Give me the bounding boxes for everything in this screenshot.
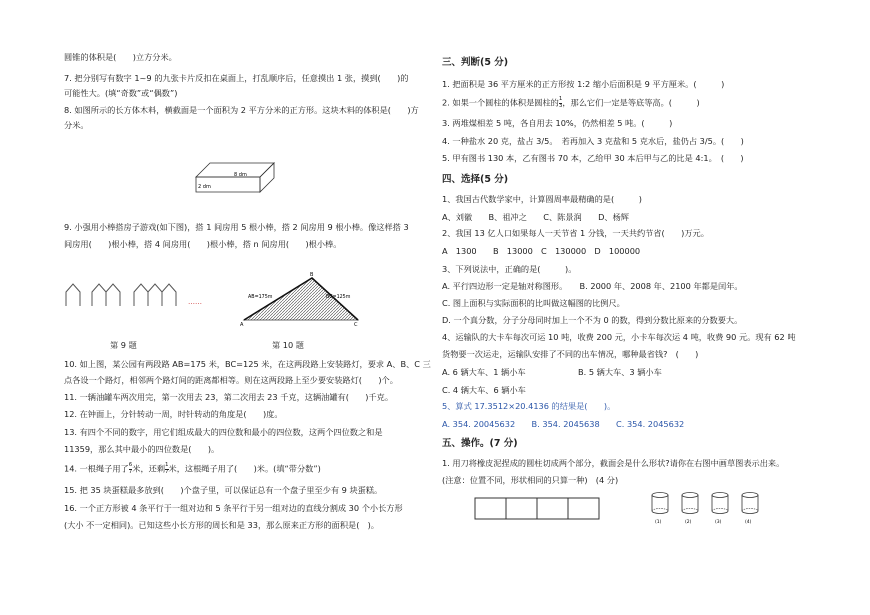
judge-4: 4. 一种盐水 20 克，盐占 3/5。 若再加入 3 克盐和 5 克水后，盐仍占 3/5。( )	[442, 136, 744, 146]
choice-4-line1: 4、运输队的大卡车每次可运 10 吨，收费 200 元，小卡车每次运 4 吨，收费 90 元。现有 62 吨	[442, 332, 796, 342]
cuboid-length-label: 8 dm	[234, 172, 247, 178]
cylinder-4-label: (4)	[745, 520, 752, 525]
choice-4-option-b: B. 5 辆大车、3 辆小车	[578, 367, 662, 377]
choice-5-options: A. 354. 20045632 B. 354. 2045638 C. 354. 2045632	[442, 419, 685, 429]
judge-2	[442, 97, 700, 109]
choice-3-option-ab: A. 平行四边形一定是轴对称图形。 B. 2000 年、2008 年、2100 年都是闰年。	[442, 281, 743, 291]
choice-4-option-a: A. 6 辆大车、1 辆小车	[442, 367, 526, 377]
judge-5: 5. 甲有图书 130 本，乙有图书 70 本，乙给甲 30 本后甲与乙的比是 4:1。 ( )	[442, 153, 744, 163]
cuboid-figure	[192, 135, 292, 197]
fraction-one-third: $\frac{1}{3}$	[558, 96, 563, 109]
choice-2-options: A 1300 B 13000 C 130000 D 100000	[442, 246, 641, 256]
cylinder-3-label: (3)	[715, 520, 722, 525]
question-14-post: 米，这根绳子用了( )米。(填“带分数”)	[168, 463, 321, 474]
cylinder-2-label: (2)	[685, 520, 692, 525]
section-3-heading: 三、判断(5 分)	[442, 57, 509, 68]
judge-2-post: ，那么它们一定是等底等高。( )	[562, 97, 700, 108]
choice-1: 1、我国古代数学家中，计算圆周率最精确的是( )	[442, 194, 642, 204]
cuboid-width-label: 2 dm	[198, 184, 211, 190]
question-9-line1: 9. 小强用小棒搭房子游戏(如下图)，搭 1 间房用 5 根小棒，搭 2 间房用 9 根小棒。像这样搭 3	[64, 222, 409, 232]
section-5-heading: 五、操作。(7 分)	[442, 438, 518, 449]
section-4-heading: 四、选择(5 分)	[442, 174, 509, 185]
choice-1-options: A、刘徽 B、祖冲之 C、陈景润 D、杨辉	[442, 212, 629, 222]
choice-3: 3、下列说法中，正确的是( )。	[442, 264, 577, 274]
fraction-one-seventh: $\frac{1}{7}$	[165, 462, 169, 475]
caption-figure-9: 第 9 题	[110, 340, 137, 350]
judge-3: 3. 两堆煤相差 5 吨，各自用去 10%，仍然相差 5 吨。( )	[442, 118, 673, 128]
cylinder-3	[712, 493, 728, 526]
question-10-line1: 10. 如上图，某公园有两段路 AB=175 米，BC=125 米，在这两段路上安装路灯，要求 A、B、C 三	[64, 359, 431, 369]
operation-1-line2: (注意：位置不同，形状相同的只算一种) (4 分)	[442, 475, 619, 485]
question-16-line1: 16. 一个正方形被 4 条平行于一组对边和 5 条平行于另一组对边的直线分割成 30 个小长方形	[64, 503, 403, 513]
cylinder-1-label: (1)	[655, 520, 662, 525]
choice-4-line2: 货物要一次运走，运输队安排了不同的出车情况，哪种最省钱? ( )	[442, 349, 699, 359]
question-7-line1: 7. 把分别写有数字 1~9 的九张卡片反扣在桌面上，打乱顺序后，任意摸出 1 张，摸到( )的	[64, 73, 409, 83]
question-6-tail: 圆锥的体积是( )立方分米。	[64, 52, 177, 62]
question-10-line2: 点各设一个路灯，相邻两个路灯间的距离都相等。则在这两段路上至少要安装路灯( )个。	[64, 375, 398, 385]
question-15: 15. 把 35 块蛋糕最多放到( )个盘子里，可以保证总有一个盘子里至少有 9 块蛋糕。	[64, 485, 383, 495]
operation-1-line1: 1. 用刀将橡皮泥捏成的圆柱切成两个部分，截面会是什么形状?请你在右图中画草图表示出来。	[442, 458, 785, 468]
question-14	[64, 463, 321, 475]
judge-1: 1. 把面积是 36 平方厘米的正方形按 1:2 缩小后面积是 9 平方厘米。( )	[442, 79, 725, 89]
ab-distance-label: AB=175m	[248, 295, 273, 300]
question-7-line2: 可能性大。(填“奇数”或“偶数”)	[64, 88, 178, 98]
question-8-line1: 8. 如图所示的长方体木料，横截面是一个面积为 2 平方分米的正方形。这块木料的体积是( )方	[64, 105, 419, 115]
judge-2-pre: 2. 如果一个圆柱的体积是圆柱的	[442, 97, 559, 108]
question-14-mid: 米，还剩	[132, 463, 166, 474]
question-8-line2: 分米。	[64, 120, 89, 130]
question-13-line2: 11359，那么其中最小的四位数是( )。	[64, 444, 220, 454]
choice-3-option-c: C. 图上面积与实际面积的比叫做这幅图的比例尺。	[442, 298, 625, 308]
choice-4-option-c: C. 4 辆大车、6 辆小车	[442, 385, 526, 395]
question-13-line1: 13. 有四个不同的数字，用它们组成最大的四位数和最小的四位数，这两个四位数之和是	[64, 427, 383, 437]
stick-houses-figure	[64, 280, 224, 310]
choice-5: 5、算式 17.3512×20.4136 的结果是( )。	[442, 401, 616, 411]
fraction-six-sevenths: $\frac{6}{7}$	[128, 462, 133, 475]
choice-3-option-d: D. 一个真分数，分子分母同时加上一个不为 0 的数，得到分数比原来的分数要大。	[442, 315, 743, 325]
question-11: 11. 一辆油罐车两次用完，第一次用去 23，第二次用去 23 千克，这辆油罐有( )千克。	[64, 392, 394, 402]
cylinder-diagrams	[646, 490, 766, 526]
bc-distance-label: BC=125m	[326, 295, 351, 300]
hill-path-figure	[240, 268, 364, 330]
caption-figure-10: 第 10 题	[272, 340, 304, 350]
question-12: 12. 在钟面上，分针转动一周，时针转动的角度是( )度。	[64, 409, 283, 419]
cylinder-1	[652, 493, 668, 526]
point-c-label: C	[354, 322, 358, 328]
choice-2: 2、我国 13 亿人口如果每人一天节省 1 分钱，一天共约节省( )万元。	[442, 228, 709, 238]
cylinder-2	[682, 493, 698, 526]
question-16-line2: (大小 不一定相同)。已知这些小长方形的周长和是 33，那么原来正方形的面积是( )。	[64, 520, 379, 530]
point-a-label: A	[240, 322, 244, 328]
question-9-line2: 间房用( )根小棒，搭 4 间房用( )根小棒，搭 n 间房用( )根小棒。	[64, 239, 342, 249]
cylinder-4	[742, 493, 758, 526]
ellipsis-dots: ……	[188, 298, 202, 306]
question-14-pre: 14. 一根绳子用了	[64, 463, 129, 474]
point-b-label: B	[310, 272, 314, 278]
answer-boxes	[474, 497, 602, 521]
